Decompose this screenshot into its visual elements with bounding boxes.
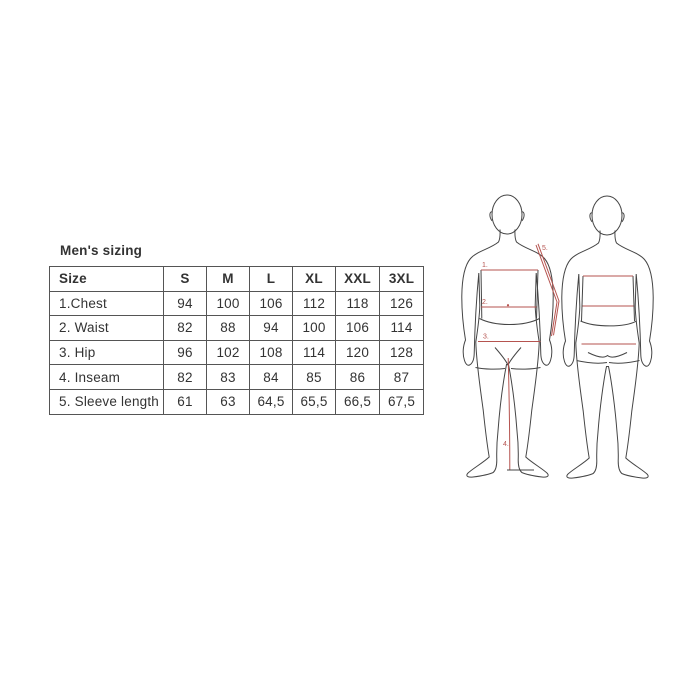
table-cell: 67,5 [380,389,424,414]
table-cell: 108 [250,340,293,365]
table-cell: 114 [293,340,336,365]
front-head [492,195,522,234]
row-label-inseam: 4. Inseam [50,365,164,390]
table-cell: 83 [207,365,250,390]
table-cell: 114 [380,316,424,341]
back-head [592,196,622,235]
col-header-s: S [164,267,207,292]
figure-outlines [462,195,653,478]
front-chest-box-sides [481,270,538,319]
table-cell: 112 [293,291,336,316]
marker-chest: 1. [482,262,488,269]
marker-hip: 3. [483,333,489,341]
table-cell: 65,5 [293,389,336,414]
back-body-outline [562,231,653,479]
table-cell: 94 [250,316,293,341]
table-cell: 61 [164,389,207,414]
table-cell: 96 [164,340,207,365]
table-row-hip [50,340,424,365]
mens-sizing-table [49,266,424,415]
table-cell: 126 [380,291,424,316]
row-label-waist: 2. Waist [50,316,164,341]
table-cell: 64,5 [250,389,293,414]
table-cell: 106 [336,316,380,341]
back-shirt-hem-line [581,321,637,326]
back-butt-crease-line [588,353,627,358]
col-header-l: L [250,267,293,292]
header-row [50,267,424,292]
table-cell: 106 [250,291,293,316]
table-cell: 86 [336,365,380,390]
table-cell: 100 [207,291,250,316]
col-header-xl: XL [293,267,336,292]
table-cell: 66,5 [336,389,380,414]
table-cell: 84 [250,365,293,390]
table-row-sleeve-length [50,389,424,414]
col-header-m: M [207,267,250,292]
inseam-line [508,358,510,470]
table-row-inseam [50,365,424,390]
row-label-chest: 1.Chest [50,291,164,316]
page-title: Men's sizing [60,243,143,258]
col-header-3xl: 3XL [380,267,424,292]
table-cell: 102 [207,340,250,365]
table-cell: 128 [380,340,424,365]
table-cell: 118 [336,291,380,316]
table-cell: 63 [207,389,250,414]
marker-waist: 2. [482,299,488,306]
table-cell: 87 [380,365,424,390]
table-cell: 82 [164,316,207,341]
front-body-outline [462,230,553,478]
marker-inseam: 4. [503,441,509,448]
col-header-xxl: XXL [336,267,380,292]
col-header-size: Size [50,267,164,292]
waist-line-tick [507,304,509,306]
body-measurement-diagram [455,188,670,493]
row-label-sleeve-length: 5. Sleeve length [50,389,164,414]
back-chest-box-sides [582,276,635,321]
front-shirt-hem-line [480,319,540,325]
table-cell: 100 [293,316,336,341]
table-cell: 85 [293,365,336,390]
marker-sleeve: 5. [542,245,548,252]
table-row-waist [50,316,424,341]
row-label-hip: 3. Hip [50,340,164,365]
table-cell: 94 [164,291,207,316]
table-cell: 82 [164,365,207,390]
back-figure [562,196,653,478]
back-shorts-hem-lines [577,361,640,364]
table-row-chest [50,291,424,316]
table-cell: 120 [336,340,380,365]
table-cell: 88 [207,316,250,341]
front-figure [462,195,553,477]
